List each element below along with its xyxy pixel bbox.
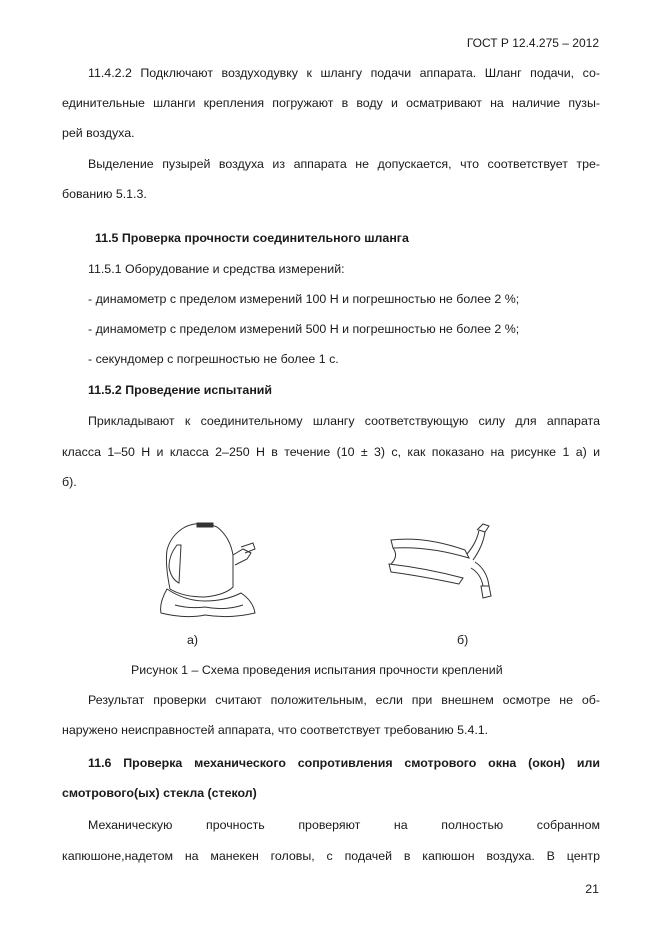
figure-label-b: б) <box>457 633 469 647</box>
figure-label-a: а) <box>187 633 199 647</box>
paragraph-line: класса 1–50 Н и класса 2–250 Н в течение (10 ± 3) с, как показано на рисунке 1 а) и <box>62 445 600 459</box>
list-item: - динамометр с пределом измерений 500 Н и погрешностью не более 2 %; <box>88 322 520 336</box>
paragraph-line: капюшоне,надетом на манекен головы, с подачей в капюшон воздуха. В центр <box>62 849 600 863</box>
page-number: 21 <box>585 882 599 896</box>
section-heading-11-5: 11.5 Проверка прочности соединительного шланга <box>95 231 409 245</box>
paragraph-line: б). <box>62 475 77 489</box>
document-header: ГОСТ Р 12.4.275 – 2012 <box>466 36 599 50</box>
paragraph-line: 11.4.2.2 Подключают воздуходувку к шлангу подачи аппарата. Шланг подачи, со- <box>88 66 600 80</box>
section-heading-11-6: 11.6 Проверка механического сопротивления смотрового окна (окон) или <box>88 756 600 770</box>
list-item: - динамометр с пределом измерений 100 Н и погрешностью не более 2 %; <box>88 292 520 306</box>
paragraph-line: Прикладывают к соединительному шлангу соответствующую силу для аппарата <box>88 414 600 428</box>
paragraph-line: наружено неисправностей аппарата, что соответствует требованию 5.4.1. <box>62 723 489 737</box>
paragraph-line: Результат проверки считают положительным, если при внешнем осмотре не об- <box>88 693 600 707</box>
hood-illustration <box>155 515 265 620</box>
list-item: - секундомер с погрешностью не более 1 с. <box>88 352 339 366</box>
paragraph-line: Механическую прочность проверяют на полностью собранном <box>88 818 600 832</box>
subsection-heading-11-5-2: 11.5.2 Проведение испытаний <box>88 383 273 397</box>
paragraph-line: рей воздуха. <box>62 126 135 140</box>
figure-caption: Рисунок 1 – Схема проведения испытания прочности креплений <box>131 663 503 677</box>
paragraph-line: Выделение пузырей воздуха из аппарата не допускается, что соответствует тре- <box>88 157 600 171</box>
paragraph-line: бованию 5.1.3. <box>62 187 147 201</box>
paragraph-line: единительные шланги крепления погружают в воду и осматривают на наличие пузы- <box>62 96 600 110</box>
connector-illustration <box>385 520 500 610</box>
section-heading-11-6-cont: смотрового(ых) стекла (стекол) <box>62 786 257 800</box>
paragraph-line: 11.5.1 Оборудование и средства измерений: <box>88 262 345 276</box>
